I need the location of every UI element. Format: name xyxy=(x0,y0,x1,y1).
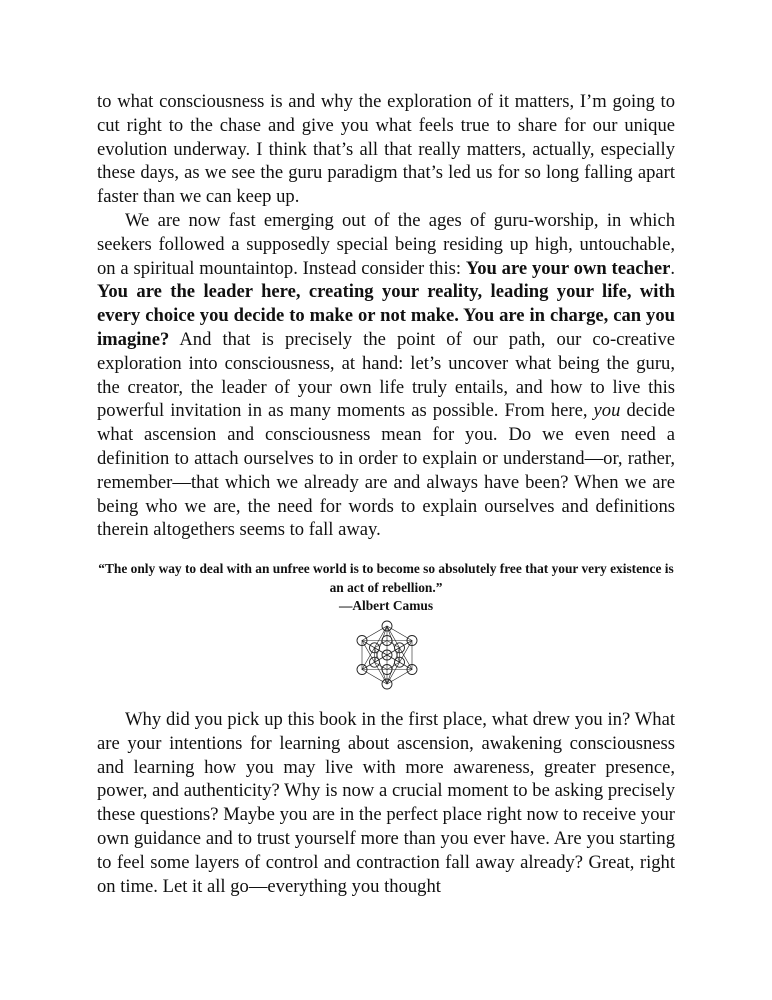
quote-text: “The only way to deal with an unfree world is to become so absolutely free that your very existence is an act of rebellion.” xyxy=(98,561,674,595)
paragraph-guru-worship xyxy=(97,209,675,542)
emphasis-you: you xyxy=(593,400,621,422)
text-run: We are now fast emerging out of the ages of guru-worship, in which seekers followed a supposedly special being residing up high, untouchable, on a spiritual mountaintop. Instead consider this: xyxy=(97,209,675,279)
text-run: . xyxy=(670,257,676,279)
epigraph-quote xyxy=(97,560,675,616)
paragraph-why-this-book: Why did you pick up this book in the first place, what drew you in? What are your intentions for learning about ascension, awakening consciousness and learning how you may live with more awareness, greater presence, power, and authenticity? Why is now a crucial moment to be asking precisely these questions? Maybe you are in the perfect place right now to receive your own guidance and to trust yourself more than you ever have. Are you starting to feel some layers of control and contraction fall away already? Great, right on time. Let it all go—everything you thought xyxy=(97,709,675,897)
paragraph-consciousness-intro: to what consciousness is and why the exploration of it matters, I’m going to cut right to the chase and give you what feels true to share for our unique evolution underway. I think that’s all that really matters, actually, especially these days, as we see the guru paradigm that’s led us for so long falling apart faster than we can keep up. xyxy=(97,91,675,208)
body-text-top xyxy=(97,90,675,542)
body-text-bottom xyxy=(97,708,675,898)
quote-attribution: —Albert Camus xyxy=(338,598,434,613)
text-run: And that is precisely the point of our path, our co-creative exploration into consciousness, at hand: let’s uncover what being the guru, the creator, the leader of your own life truly entails, and how to live this powerful invitation in as many moments as possible. From here, xyxy=(97,328,675,422)
text-run: decide what ascension and consciousness mean for you. Do we even need a definition to attach ourselves to in order to explain or understand—or, rather, remember—that which we already are and always have been? When we are being who we are, the need for words to explain ourselves and definitions therein altogethers seems to fall away. xyxy=(97,400,675,541)
emphasis-leader: You are the leader here, creating your reality, leading your life, with every choice you decide to make or not make. You are in charge, can you imagine? xyxy=(97,281,675,350)
emphasis-own-teacher: You are your own teacher xyxy=(465,257,671,279)
metatrons-cube-icon xyxy=(352,620,422,690)
